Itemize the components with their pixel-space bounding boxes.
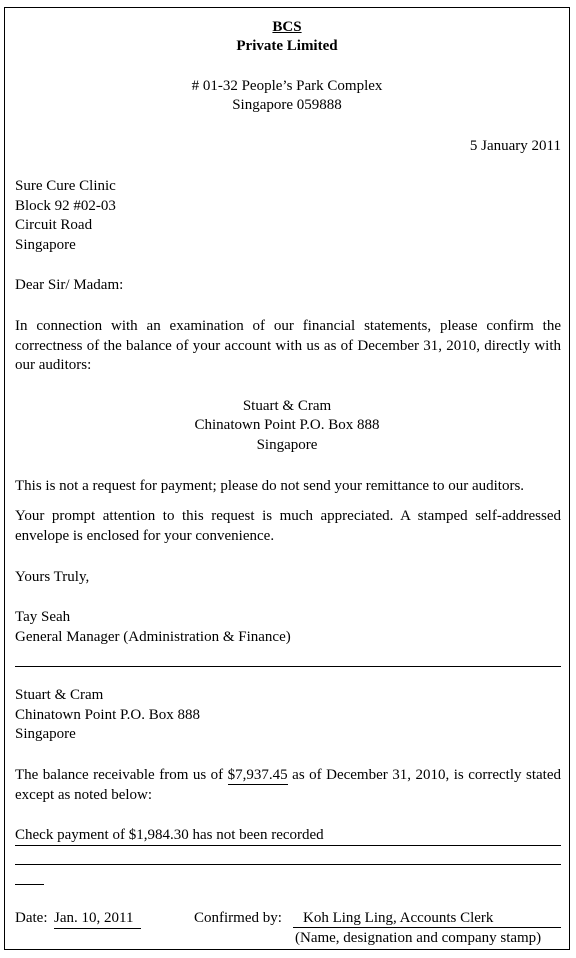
letter-date: 5 January 2011 (469, 138, 561, 154)
salutation: Dear Sir/ Madam: (15, 277, 124, 293)
balance-amount: $7,937.45 (227, 767, 288, 783)
reply-date-label: Date: (15, 910, 48, 926)
company-address-line1: # 01-32 People’s Park Complex (191, 78, 383, 94)
recipient-line: Sure Cure Clinic (15, 178, 116, 194)
not-payment-paragraph: This is not a request for payment; please do not send your remittance to our auditors. (15, 478, 525, 494)
auditor-address-line: Stuart & Cram (242, 398, 332, 414)
exception-note: Check payment of $1,984.30 has not been recorded (15, 827, 324, 843)
prompt-attention-paragraph: Your prompt attention to this request is much appreciated. A stamped self-addressed envelope is enclosed for your convenience. (15, 508, 561, 544)
signer-title: General Manager (Administration & Finance) (15, 629, 291, 645)
company-address-line2: Singapore 059888 (232, 97, 342, 113)
exception-line (15, 864, 561, 865)
stamp-caption: (Name, designation and company stamp) (295, 930, 542, 946)
recipient-line: Singapore (15, 237, 76, 253)
recipient-line: Block 92 #02-03 (15, 198, 116, 214)
exception-line (15, 845, 561, 846)
reply-address-line: Singapore (15, 726, 76, 742)
confirmation-letter (4, 7, 570, 950)
auditor-address-line: Chinatown Point P.O. Box 888 (194, 417, 380, 433)
request-paragraph: In connection with an examination of our financial statements, please confirm the correctness of the balance of your account with us as of December 31, 2010, directly with our auditors: (15, 318, 561, 373)
reply-address-line: Stuart & Cram (15, 687, 104, 703)
confirmed-by-label: Confirmed by: (194, 910, 282, 926)
short-rule (15, 884, 44, 885)
balance-suffix: as of December 31, 2010, is correctly stated except as noted below: (15, 767, 561, 803)
section-divider (15, 666, 561, 667)
company-type: Private Limited (236, 38, 338, 54)
balance-statement (15, 766, 561, 805)
closing: Yours Truly, (15, 569, 90, 585)
auditor-address-line: Singapore (256, 437, 318, 453)
reply-date-value: Jan. 10, 2011 (54, 909, 141, 929)
company-short-name: BCS (272, 19, 302, 35)
reply-address-line: Chinatown Point P.O. Box 888 (15, 707, 201, 723)
recipient-line: Circuit Road (15, 217, 93, 233)
signer-name: Tay Seah (15, 609, 71, 625)
confirmed-by-value: Koh Ling Ling, Accounts Clerk (293, 909, 561, 928)
balance-prefix: The balance receivable from us of (15, 767, 228, 783)
